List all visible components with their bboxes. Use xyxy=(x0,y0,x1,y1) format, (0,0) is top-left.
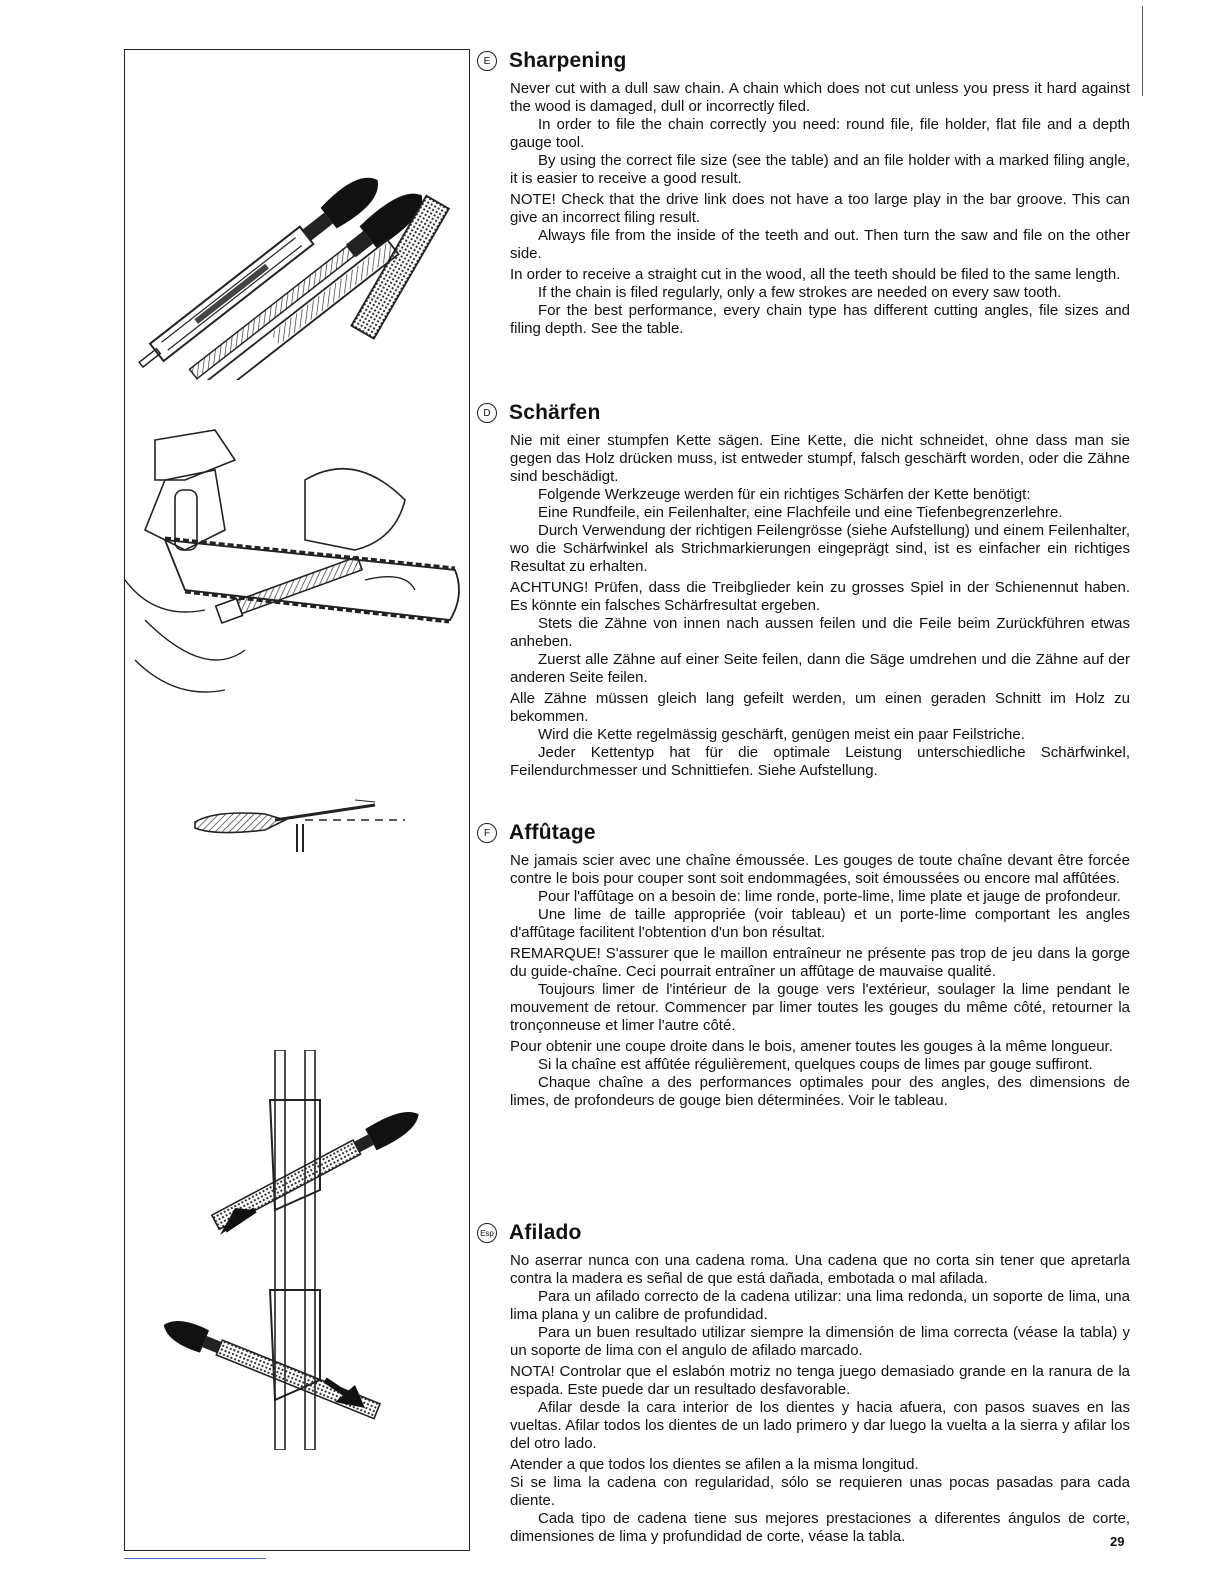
paragraph: For the best performance, every chain type has different cutting angles, file sizes and filing depth. See the table. xyxy=(510,302,1130,337)
paragraph: Jeder Kettentyp hat für die optimale Leistung unterschiedliche Schärfwinkel, Feilendurchmesser und Schnittiefen. Siehe Aufstellung. xyxy=(510,744,1130,779)
paragraph: By using the correct file size (see the table) and an file holder with a marked filing angle, it is easier to receive a good result. xyxy=(510,152,1130,187)
paragraph: Si la chaîne est affûtée régulièrement, quelques coups de limes par gouge suffiront. xyxy=(538,1056,1093,1073)
footer-rule xyxy=(124,1558,266,1559)
paragraph: Eine Rundfeile, ein Feilenhalter, eine Flachfeile und eine Tiefenbegrenzerlehre. xyxy=(538,504,1063,521)
paragraph: Atender a que todos los dientes se afilen a la misma longitud. xyxy=(510,1456,919,1473)
paragraph: Pour obtenir une coupe droite dans le bois, amener toutes les gouges à la même longueur. xyxy=(510,1038,1113,1055)
paragraph: Para un buen resultado utilizar siempre la dimensión de lima correcta (véase la tabla) y un soporte de lima con el angulo de afilado marcado. xyxy=(510,1324,1130,1359)
section-title: Afilado xyxy=(509,1221,582,1244)
paragraph: Cada tipo de cadena tiene sus mejores prestaciones a diferentes ángulos de corte, dimensiones de lima y profundidad de corte, véase la tabla. xyxy=(510,1510,1130,1545)
section-english xyxy=(483,48,1130,338)
section-title: Schärfen xyxy=(509,401,601,424)
paragraph: Toujours limer de l'intérieur de la gouge vers l'extérieur, soulager la lime pendant le mouvement de retour. Commencer par limer toutes les gouges du même côté, retourner la tronçonneuse et limer l'autre côté. xyxy=(510,981,1130,1034)
file-angle-illustration xyxy=(125,780,471,880)
paragraph: Folgende Werkzeuge werden für ein richtiges Schärfen der Kette benötigt: xyxy=(538,486,1031,503)
lang-badge-e: E xyxy=(477,51,497,71)
filing-direction-illustration xyxy=(125,1050,471,1450)
paragraph: REMARQUE! S'assurer que le maillon entraîneur ne présente pas trop de jeu dans la gorge du guide-chaîne. Ceci pourrait entraîner un affûtage de mauvaise qualité. xyxy=(510,945,1130,980)
paragraph: No aserrar nunca con una cadena roma. Una cadena que no corta sin tener que apretarla contra la madera es señal de que está dañada, embotada o mal afilada. xyxy=(510,1252,1130,1287)
paragraph: NOTE! Check that the drive link does not have a too large play in the bar groove. This can give an incorrect filing result. xyxy=(510,191,1130,226)
paragraph: Pour l'affûtage on a besoin de: lime ronde, porte-lime, lime plate et jauge de profondeur. xyxy=(538,888,1121,905)
paragraph: Une lime de taille appropriée (voir tableau) et un porte-lime comportant les angles d'affûtage facilitent l'obtention d'un bon résultat. xyxy=(510,906,1130,941)
paragraph: Chaque chaîne a des performances optimales pour des angles, des dimensions de limes, de profondeurs de gouge bien déterminées. Voir le tableau. xyxy=(510,1074,1130,1109)
paragraph: Si se lima la cadena con regularidad, sólo se requieren unas pocas pasadas para cada diente. xyxy=(510,1474,1130,1509)
paragraph: Durch Verwendung der richtigen Feilengrösse (siehe Aufstellung) und einem Feilenhalter, wo die Schärfwinkel als Strichmarkierungen eingeprägt sind, ist es einfacher ein richtiges Resultat zu erhalten. xyxy=(510,522,1131,575)
paragraph: Alle Zähne müssen gleich lang gefeilt werden, um einen geraden Schnitt im Holz zu bekommen. xyxy=(510,690,1130,725)
paragraph: Always file from the inside of the teeth and out. Then turn the saw and file on the other side. xyxy=(510,227,1130,262)
paragraph: Afilar desde la cara interior de los dientes y hacia afuera, con pasos suaves en las vueltas. Afilar todos los dientes de un lado primero y dar luego la vuelta a la sierra y afilar los del otro lado. xyxy=(510,1399,1130,1452)
paragraph: ACHTUNG! Prüfen, dass die Treibglieder kein zu grosses Spiel in der Schienennut haben. Es könnte ein falsches Schärfresultat ergeben. xyxy=(510,579,1130,614)
illustration-panel xyxy=(124,49,470,1551)
lang-badge-d: D xyxy=(477,403,497,423)
sharpening-tools-illustration xyxy=(125,120,471,380)
filing-chain-illustration xyxy=(125,420,471,720)
paragraph: Stets die Zähne von innen nach aussen feilen und die Feile beim Zurückführen etwas anheben. xyxy=(510,615,1130,650)
paragraph: NOTA! Controlar que el eslabón motriz no tenga juego demasiado grande en la ranura de la espada. Este puede dar un resultado desfavorable. xyxy=(510,1363,1130,1398)
paragraph: Zuerst alle Zähne auf einer Seite feilen, dann die Säge umdrehen und die Zähne auf der anderen Seite feilen. xyxy=(510,651,1130,686)
paragraph: If the chain is filed regularly, only a few strokes are needed on every saw tooth. xyxy=(538,284,1062,301)
paragraph: Wird die Kette regelmässig geschärft, genügen meist ein paar Feilstriche. xyxy=(538,726,1025,743)
section-french xyxy=(483,820,1130,1110)
paragraph: In order to file the chain correctly you need: round file, file holder, flat file and a depth gauge tool. xyxy=(510,116,1130,151)
lang-badge-esp: Esp xyxy=(477,1223,497,1243)
paragraph: Nie mit einer stumpfen Kette sägen. Eine Kette, die nicht schneidet, ohne dass man sie gegen das Holz drücken muss, ist entweder stumpf, falsch geschärft worden, oder die Zähne sind beschädigt. xyxy=(510,432,1130,485)
page-edge-mark xyxy=(1142,6,1143,96)
paragraph: In order to receive a straight cut in the wood, all the teeth should be filed to the same length. xyxy=(510,266,1121,283)
paragraph: Ne jamais scier avec une chaîne émoussée. Les gouges de toute chaîne devant être forcée contre le bois pour couper sont soit endommagées, soit émoussées ou encore mal affûtées. xyxy=(510,852,1130,887)
lang-badge-f: F xyxy=(477,823,497,843)
section-german xyxy=(483,400,1131,780)
section-spanish xyxy=(480,1220,1130,1546)
paragraph: Para un afilado correcto de la cadena utilizar: una lima redonda, un soporte de lima, una lima plana y un calibre de profundidad. xyxy=(510,1288,1130,1323)
paragraph: Never cut with a dull saw chain. A chain which does not cut unless you press it hard against the wood is damaged, dull or incorrectly filed. xyxy=(510,80,1130,115)
section-title: Affûtage xyxy=(509,821,596,844)
section-title: Sharpening xyxy=(509,49,627,72)
page-number: 29 xyxy=(1110,1534,1125,1549)
